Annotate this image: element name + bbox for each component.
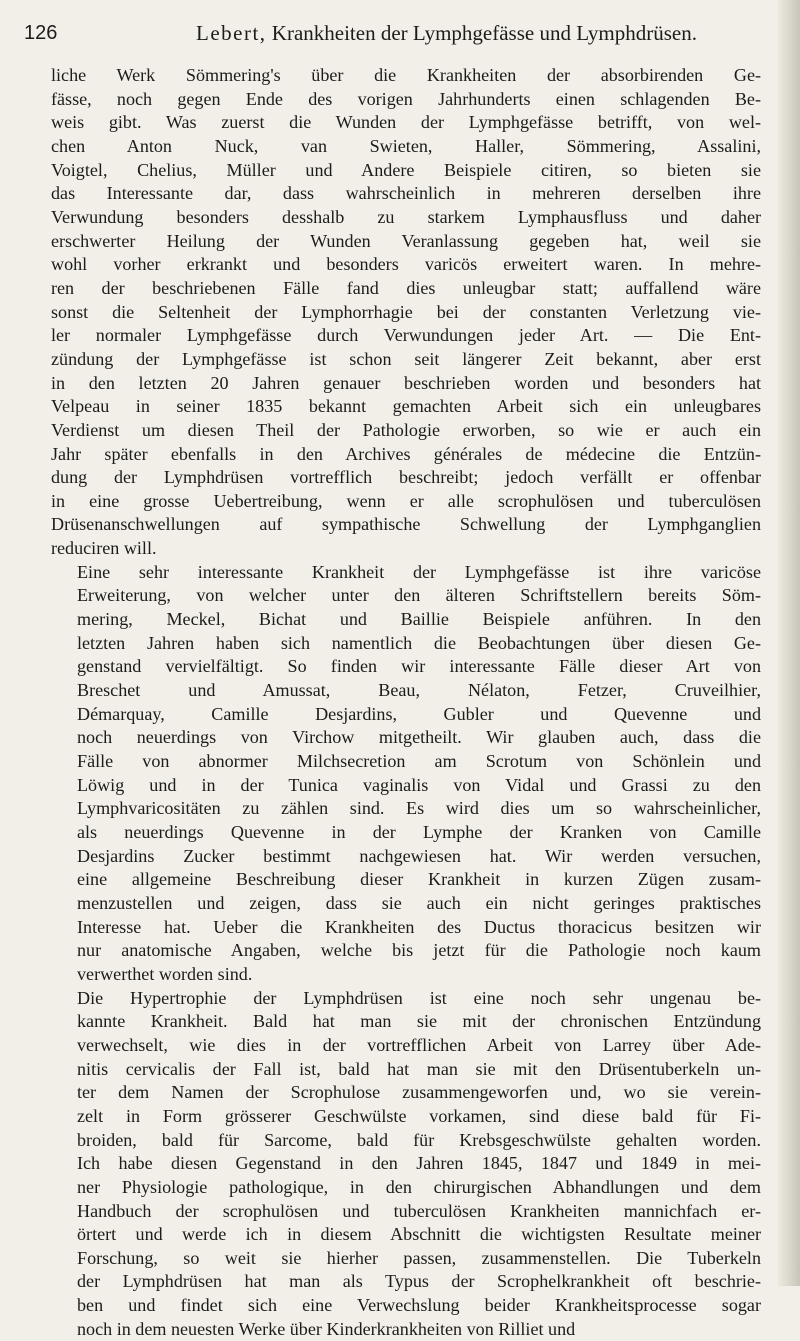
text-line: ner Physiologie pathologique, in den chirurgischen Abhandlungen und dem bbox=[77, 1176, 761, 1197]
text-line: letzten Jahren haben sich namentlich die Beobachtungen über diesen Ge- bbox=[77, 632, 761, 653]
text-line: erschwerter Heilung der Wunden Veranlassung gegeben hat, weil sie bbox=[51, 230, 761, 251]
paragraph bbox=[51, 64, 761, 561]
text-line: Die Hypertrophie der Lymphdrüsen ist eine noch sehr ungenau be- bbox=[77, 987, 761, 1008]
text-line: nitis cervicalis der Fall ist, bald hat man sie mit den Drüsentuberkeln un- bbox=[77, 1058, 761, 1079]
text-line: noch neuerdings von Virchow mitgetheilt. Wir glauben auch, dass die bbox=[77, 727, 761, 748]
text-line: eine allgemeine Beschreibung dieser Krankheit in kurzen Zügen zusam- bbox=[77, 869, 761, 890]
text-line: zündung der Lymphgefässe ist schon seit längerer Zeit bekannt, aber erst bbox=[51, 348, 761, 369]
text-line: Lymphvaricositäten zu zählen sind. Es wird dies um so wahrscheinlicher, bbox=[77, 798, 761, 819]
text-line: mering, Meckel, Bichat und Baillie Beispiele anführen. In den bbox=[77, 609, 761, 630]
text-line: reduciren will. bbox=[51, 538, 157, 559]
text-line: ler normaler Lymphgefässe durch Verwundungen jeder Art. — Die Ent- bbox=[51, 325, 761, 346]
text-line: Drüsenanschwellungen auf sympathische Schwellung der Lymphganglien bbox=[51, 514, 761, 535]
running-header bbox=[24, 18, 764, 48]
running-head-author: Lebert, bbox=[196, 21, 267, 45]
text-line: Verwundung besonders desshalb zu starkem Lymphausfluss und daher bbox=[51, 206, 761, 227]
page-number: 126 bbox=[24, 22, 58, 44]
text-line: Forschung, so weit sie hierher passen, zusammenstellen. Die Tuberkeln bbox=[77, 1247, 761, 1268]
text-line: genstand vervielfältigt. So finden wir interessante Fälle dieser Art von bbox=[77, 656, 761, 677]
text-line: ren der beschriebenen Fälle fand dies unleugbar statt; auffallend wäre bbox=[51, 277, 761, 298]
text-line: Ich habe diesen Gegenstand in den Jahren 1845, 1847 und 1849 in mei- bbox=[77, 1153, 761, 1174]
text-line: Erweiterung, von welcher unter den älteren Schriftstellern bereits Söm- bbox=[77, 585, 761, 606]
text-line: Jahr später ebenfalls in den Archives générales de médecine die Entzün- bbox=[51, 443, 761, 464]
text-line: Löwig und in der Tunica vaginalis von Vidal und Grassi zu den bbox=[77, 774, 761, 795]
text-line: ben und findet sich eine Verwechslung beider Krankheitsprocesse sogar bbox=[77, 1295, 761, 1316]
text-line: zelt in Form grösserer Geschwülste vorkamen, sind diese bald für Fi- bbox=[77, 1105, 761, 1126]
text-line: ter dem Namen der Scrophulose zusammengeworfen und, wo sie verein- bbox=[77, 1082, 761, 1103]
body-text bbox=[51, 64, 761, 1341]
text-line: als neuerdings Quevenne in der Lymphe der Kranken von Camille bbox=[77, 822, 761, 842]
text-line: menzustellen und zeigen, dass sie auch ein nicht geringes praktisches bbox=[77, 892, 761, 913]
text-line: Démarquay, Camille Desjardins, Gubler und Quevenne und bbox=[77, 703, 761, 724]
text-line: weis gibt. Was zuerst die Wunden der Lymphgefässe betrifft, von wel- bbox=[51, 112, 761, 133]
text-line: örtert und werde ich in diesem Abschnitt die wichtigsten Resultate meiner bbox=[77, 1224, 761, 1245]
text-line: Verdienst um diesen Theil der Pathologie erworben, so wie er auch ein bbox=[51, 419, 761, 440]
text-line: Voigtel, Chelius, Müller und Andere Beispiele citiren, so bieten sie bbox=[51, 159, 761, 180]
text-line: verwechselt, wie dies in der vortrefflichen Arbeit von Larrey über Ade- bbox=[77, 1034, 761, 1055]
page-edge bbox=[778, 0, 800, 1286]
running-head bbox=[196, 18, 697, 48]
text-line: Fälle von abnormer Milchsecretion am Scrotum von Schönlein und bbox=[77, 751, 761, 772]
text-line: fässe, noch gegen Ende des vorigen Jahrhunderts einen schlagenden Be- bbox=[51, 88, 761, 109]
running-head-title: Krankheiten der Lymphgefässe und Lymphdrüsen. bbox=[271, 21, 697, 45]
text-line: Interesse hat. Ueber die Krankheiten des Ductus thoracicus besitzen wir bbox=[77, 916, 761, 937]
text-line: das Interessante dar, dass wahrscheinlich in mehreren derselben ihre bbox=[51, 183, 761, 204]
text-line: broiden, bald für Sarcome, bald für Krebsgeschwülste gehalten worden. bbox=[77, 1129, 761, 1150]
text-line: kannte Krankheit. Bald hat man sie mit der chronischen Entzündung bbox=[77, 1011, 761, 1032]
text-line: der Lymphdrüsen hat man als Typus der Scrophelkrankheit oft beschrie- bbox=[77, 1271, 761, 1292]
text-line: dung der Lymphdrüsen vortrefflich beschreibt; jedoch verfällt er offenbar bbox=[51, 467, 761, 488]
text-line: sonst die Seltenheit der Lymphorrhagie bei der constanten Verletzung vie- bbox=[51, 301, 761, 322]
text-line: wohl vorher erkrankt und besonders varicös erweitert waren. In mehre- bbox=[51, 254, 761, 275]
paragraph bbox=[51, 987, 761, 1341]
text-line: Breschet und Amussat, Beau, Nélaton, Fetzer, Cruveilhier, bbox=[77, 680, 761, 701]
paragraph bbox=[51, 561, 761, 987]
text-line: chen Anton Nuck, van Swieten, Haller, Sömmering, Assalini, bbox=[51, 135, 761, 156]
text-line: in eine grosse Uebertreibung, wenn er alle scrophulösen und tuberculösen bbox=[51, 490, 761, 511]
text-line: liche Werk Sömmering's über die Krankheiten der absorbirenden Ge- bbox=[51, 65, 761, 85]
text-line: Eine sehr interessante Krankheit der Lymphgefässe ist ihre varicöse bbox=[77, 561, 761, 582]
text-line: nur anatomische Angaben, welche bis jetzt für die Pathologie noch kaum bbox=[77, 940, 761, 961]
text-line: Handbuch der scrophulösen und tuberculösen Krankheiten mannichfach er- bbox=[77, 1200, 761, 1221]
text-line: in den letzten 20 Jahren genauer beschrieben worden und besonders hat bbox=[51, 372, 761, 393]
text-line: Velpeau in seiner 1835 bekannt gemachten Arbeit sich ein unleugbares bbox=[51, 396, 761, 417]
text-line: noch in dem neuesten Werke über Kinderkrankheiten von Rilliet und bbox=[77, 1318, 576, 1339]
text-line: verwerthet worden sind. bbox=[77, 963, 253, 984]
text-line: Desjardins Zucker bestimmt nachgewiesen hat. Wir werden versuchen, bbox=[77, 845, 761, 866]
